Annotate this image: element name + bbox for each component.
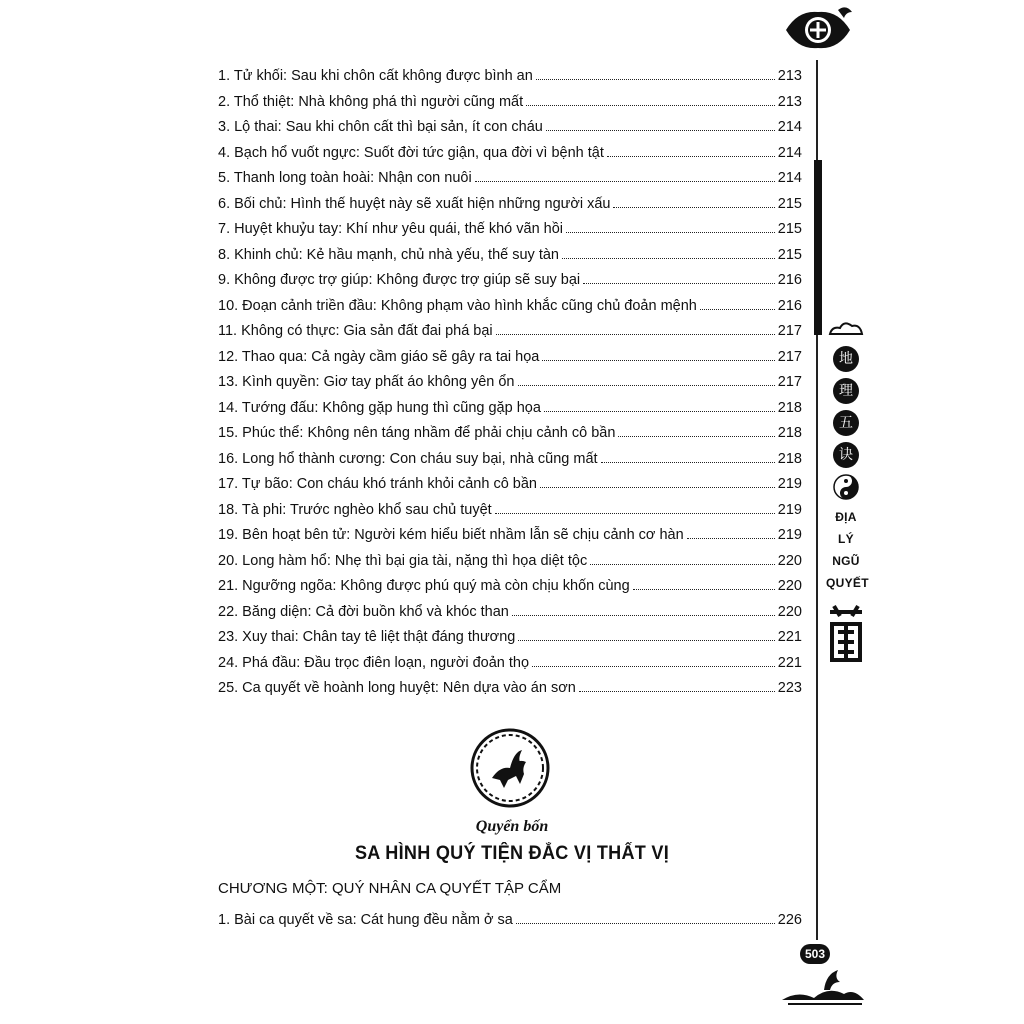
toc-entry <box>218 472 802 498</box>
dot-leader <box>495 512 775 514</box>
toc-entry-title: 1. Bài ca quyết về sa: Cát hung đều nằm ở sa <box>218 912 513 928</box>
toc-entry <box>218 574 802 600</box>
toc-entry-title: 17. Tự bão: Con cháu khó tránh khỏi cảnh cô bần <box>218 476 537 492</box>
part-label: Quyển bốn <box>475 818 549 835</box>
toc-entry-title: 24. Phá đầu: Đầu trọc điên loạn, người đoản thọ <box>218 654 530 671</box>
dot-leader <box>633 588 775 590</box>
toc-entry-title: 22. Băng diện: Cả đời buồn khổ và khóc than <box>218 603 509 620</box>
side-glyph-2: 理 <box>833 378 859 404</box>
toc-entry <box>218 166 802 192</box>
dot-leader <box>566 231 775 233</box>
toc-entry-page: 219 <box>777 476 802 492</box>
toc-entry-title: 4. Bạch hổ vuốt ngực: Suốt đời tức giận, qua đời vì bệnh tật <box>218 144 604 161</box>
dot-leader <box>544 410 775 412</box>
toc-entry-title: 25. Ca quyết về hoành long huyệt: Nên dựa vào án sơn <box>218 680 576 696</box>
toc-entry-title: 11. Không có thực: Gia sản đất đai phá bại <box>218 323 493 339</box>
dot-leader <box>540 486 775 488</box>
toc-entry-title: 15. Phúc thể: Không nên táng nhầm để phải chịu cảnh cô bần <box>218 425 616 441</box>
toc-entry <box>218 319 802 345</box>
toc-entry <box>218 396 802 422</box>
toc-entry-page: 213 <box>777 68 802 84</box>
dot-leader <box>579 690 775 692</box>
dot-leader <box>546 129 775 131</box>
page-number: 503 <box>800 944 830 964</box>
toc-entry-page: 220 <box>777 603 802 620</box>
dot-leader <box>601 461 775 463</box>
toc-entry-page: 226 <box>777 912 802 928</box>
toc-entry-page: 214 <box>777 144 802 161</box>
toc-entry <box>218 600 802 626</box>
toc-entry-title: 6. Bối chủ: Hình thế huyệt này sẽ xuất hiện những người xấu <box>218 195 611 212</box>
side-glyph-3: 五 <box>833 410 859 436</box>
yin-yang-icon <box>833 474 859 500</box>
toc-entry-page: 218 <box>777 399 802 416</box>
side-word-1: ĐỊA <box>835 510 857 524</box>
toc-entry-title: 1. Tử khối: Sau khi chôn cất không được bình an <box>218 68 533 84</box>
toc-entry-page: 214 <box>777 170 802 186</box>
corner-ornament-icon <box>778 0 858 60</box>
toc-entry <box>218 268 802 294</box>
toc-entry-page: 223 <box>777 680 802 696</box>
toc-entry-page: 214 <box>777 119 802 135</box>
dot-leader <box>526 104 775 106</box>
toc-entry-title: 5. Thanh long toàn hoài: Nhận con nuôi <box>218 170 472 186</box>
toc-entry <box>218 676 802 702</box>
toc-entry <box>218 625 802 651</box>
toc-entry <box>218 141 802 167</box>
toc-entry <box>218 345 802 371</box>
toc-entry-page: 215 <box>777 221 802 237</box>
dot-leader <box>618 435 774 437</box>
landscape-ornament-icon <box>778 960 868 1008</box>
toc-entry <box>218 447 802 473</box>
toc-entry-title: 12. Thao qua: Cả ngày cầm giáo sẽ gây ra tai họa <box>218 348 540 365</box>
part-title: SA HÌNH QUÝ TIỆN ĐẮC VỊ THẤT VỊ <box>354 843 670 864</box>
toc-entry <box>218 498 802 524</box>
toc-entry-page: 215 <box>777 195 802 212</box>
dot-leader <box>475 180 775 182</box>
toc-entry <box>218 64 802 90</box>
toc-entry-page: 216 <box>777 272 802 288</box>
dot-leader <box>583 282 775 284</box>
toc-entry-title: 14. Tướng đấu: Không gặp hung thì cũng gặp họa <box>218 399 541 416</box>
horse-emblem-icon <box>470 728 550 808</box>
toc-entry-title: 23. Xuy thai: Chân tay tê liệt thật đáng thương <box>218 629 516 645</box>
dot-leader <box>512 614 775 616</box>
side-glyph-1: 地 <box>833 346 859 372</box>
toc-entry <box>218 90 802 116</box>
toc-entry-page: 217 <box>777 374 802 390</box>
dot-leader <box>518 639 774 641</box>
margin-rule-thick <box>814 160 822 335</box>
toc-entry-page: 213 <box>777 93 802 110</box>
toc-entry-page: 218 <box>777 425 802 441</box>
toc-entry <box>218 243 802 269</box>
toc-entry <box>218 192 802 218</box>
toc-entry-title: 10. Đoạn cảnh triền đầu: Không phạm vào hình khắc cũng chủ đoản mệnh <box>218 297 697 314</box>
dot-leader <box>536 78 775 80</box>
toc-entry-title: 13. Kình quyền: Giơ tay phất áo không yên ổn <box>218 374 515 390</box>
toc-entry <box>218 217 802 243</box>
toc-entry-page: 221 <box>777 654 802 671</box>
side-glyph-4: 诀 <box>833 442 859 468</box>
dot-leader <box>518 384 775 386</box>
toc-entry-page: 219 <box>777 501 802 518</box>
dot-leader <box>700 308 775 310</box>
toc-entry-title: 3. Lộ thai: Sau khi chôn cất thì bại sản, ít con cháu <box>218 119 543 135</box>
toc-entry <box>218 549 802 575</box>
dot-leader <box>613 206 774 208</box>
toc-entry-title: 19. Bên hoạt bên tử: Người kém hiểu biết nhầm lẫn sẽ chịu cảnh cơ hàn <box>218 527 684 543</box>
cloud-ornament-icon <box>826 320 866 340</box>
toc-entry-page: 216 <box>777 297 802 314</box>
toc-entry-title: 20. Long hàm hổ: Nhẹ thì bại gia tài, nặng thì họa diệt tộc <box>218 552 588 569</box>
toc-entry <box>218 523 802 549</box>
dot-leader <box>532 665 775 667</box>
toc-entry <box>218 115 802 141</box>
toc-entry-title: 16. Long hổ thành cương: Con cháu suy bại, nhà cũng mất <box>218 450 598 467</box>
dot-leader <box>562 257 775 259</box>
toc-entry-title: 8. Khinh chủ: Kẻ hầu mạnh, chủ nhà yếu, thế suy tàn <box>218 246 559 263</box>
toc-entry-page: 221 <box>777 629 802 645</box>
side-word-4: QUYẾT <box>826 576 869 590</box>
toc-entry-title: 18. Tà phi: Trước nghèo khổ sau chủ tuyệt <box>218 501 492 518</box>
dot-leader <box>542 359 774 361</box>
dot-leader <box>590 563 775 565</box>
toc-entry <box>218 370 802 396</box>
toc-entry-title: 7. Huyệt khuỷu tay: Khí như yêu quái, thế khó vãn hồi <box>218 221 564 237</box>
seal-ornament-icon <box>828 602 864 672</box>
toc-entry-title: 2. Thổ thiệt: Nhà không phá thì người cũng mất <box>218 93 524 110</box>
side-word-3: NGŨ <box>832 554 860 568</box>
toc-entry-page: 218 <box>777 450 802 467</box>
dot-leader <box>607 155 775 157</box>
dot-leader <box>687 537 775 539</box>
side-word-2: LÝ <box>838 532 854 546</box>
toc-entry <box>218 421 802 447</box>
table-of-contents <box>218 64 802 702</box>
toc-entry-page: 219 <box>777 527 802 543</box>
toc-entry-page: 215 <box>777 246 802 263</box>
toc-entry-page: 217 <box>777 323 802 339</box>
toc-entry-title: 9. Không được trợ giúp: Không được trợ giúp sẽ suy bại <box>218 272 581 288</box>
toc-entry-title: 21. Ngưỡng ngõa: Không được phú quý mà còn chịu khốn cùng <box>218 578 630 594</box>
toc-entry <box>218 294 802 320</box>
toc-entry-page: 220 <box>777 578 802 594</box>
chapter-toc <box>218 908 802 934</box>
toc-entry <box>218 908 802 934</box>
toc-entry-page: 217 <box>777 348 802 365</box>
side-tab <box>826 320 869 672</box>
dot-leader <box>516 922 775 924</box>
toc-entry-page: 220 <box>777 552 802 569</box>
chapter-title: CHƯƠNG MỘT: QUÝ NHÂN CA QUYẾT TẬP CẨM <box>218 880 562 897</box>
dot-leader <box>496 333 775 335</box>
toc-entry <box>218 651 802 677</box>
